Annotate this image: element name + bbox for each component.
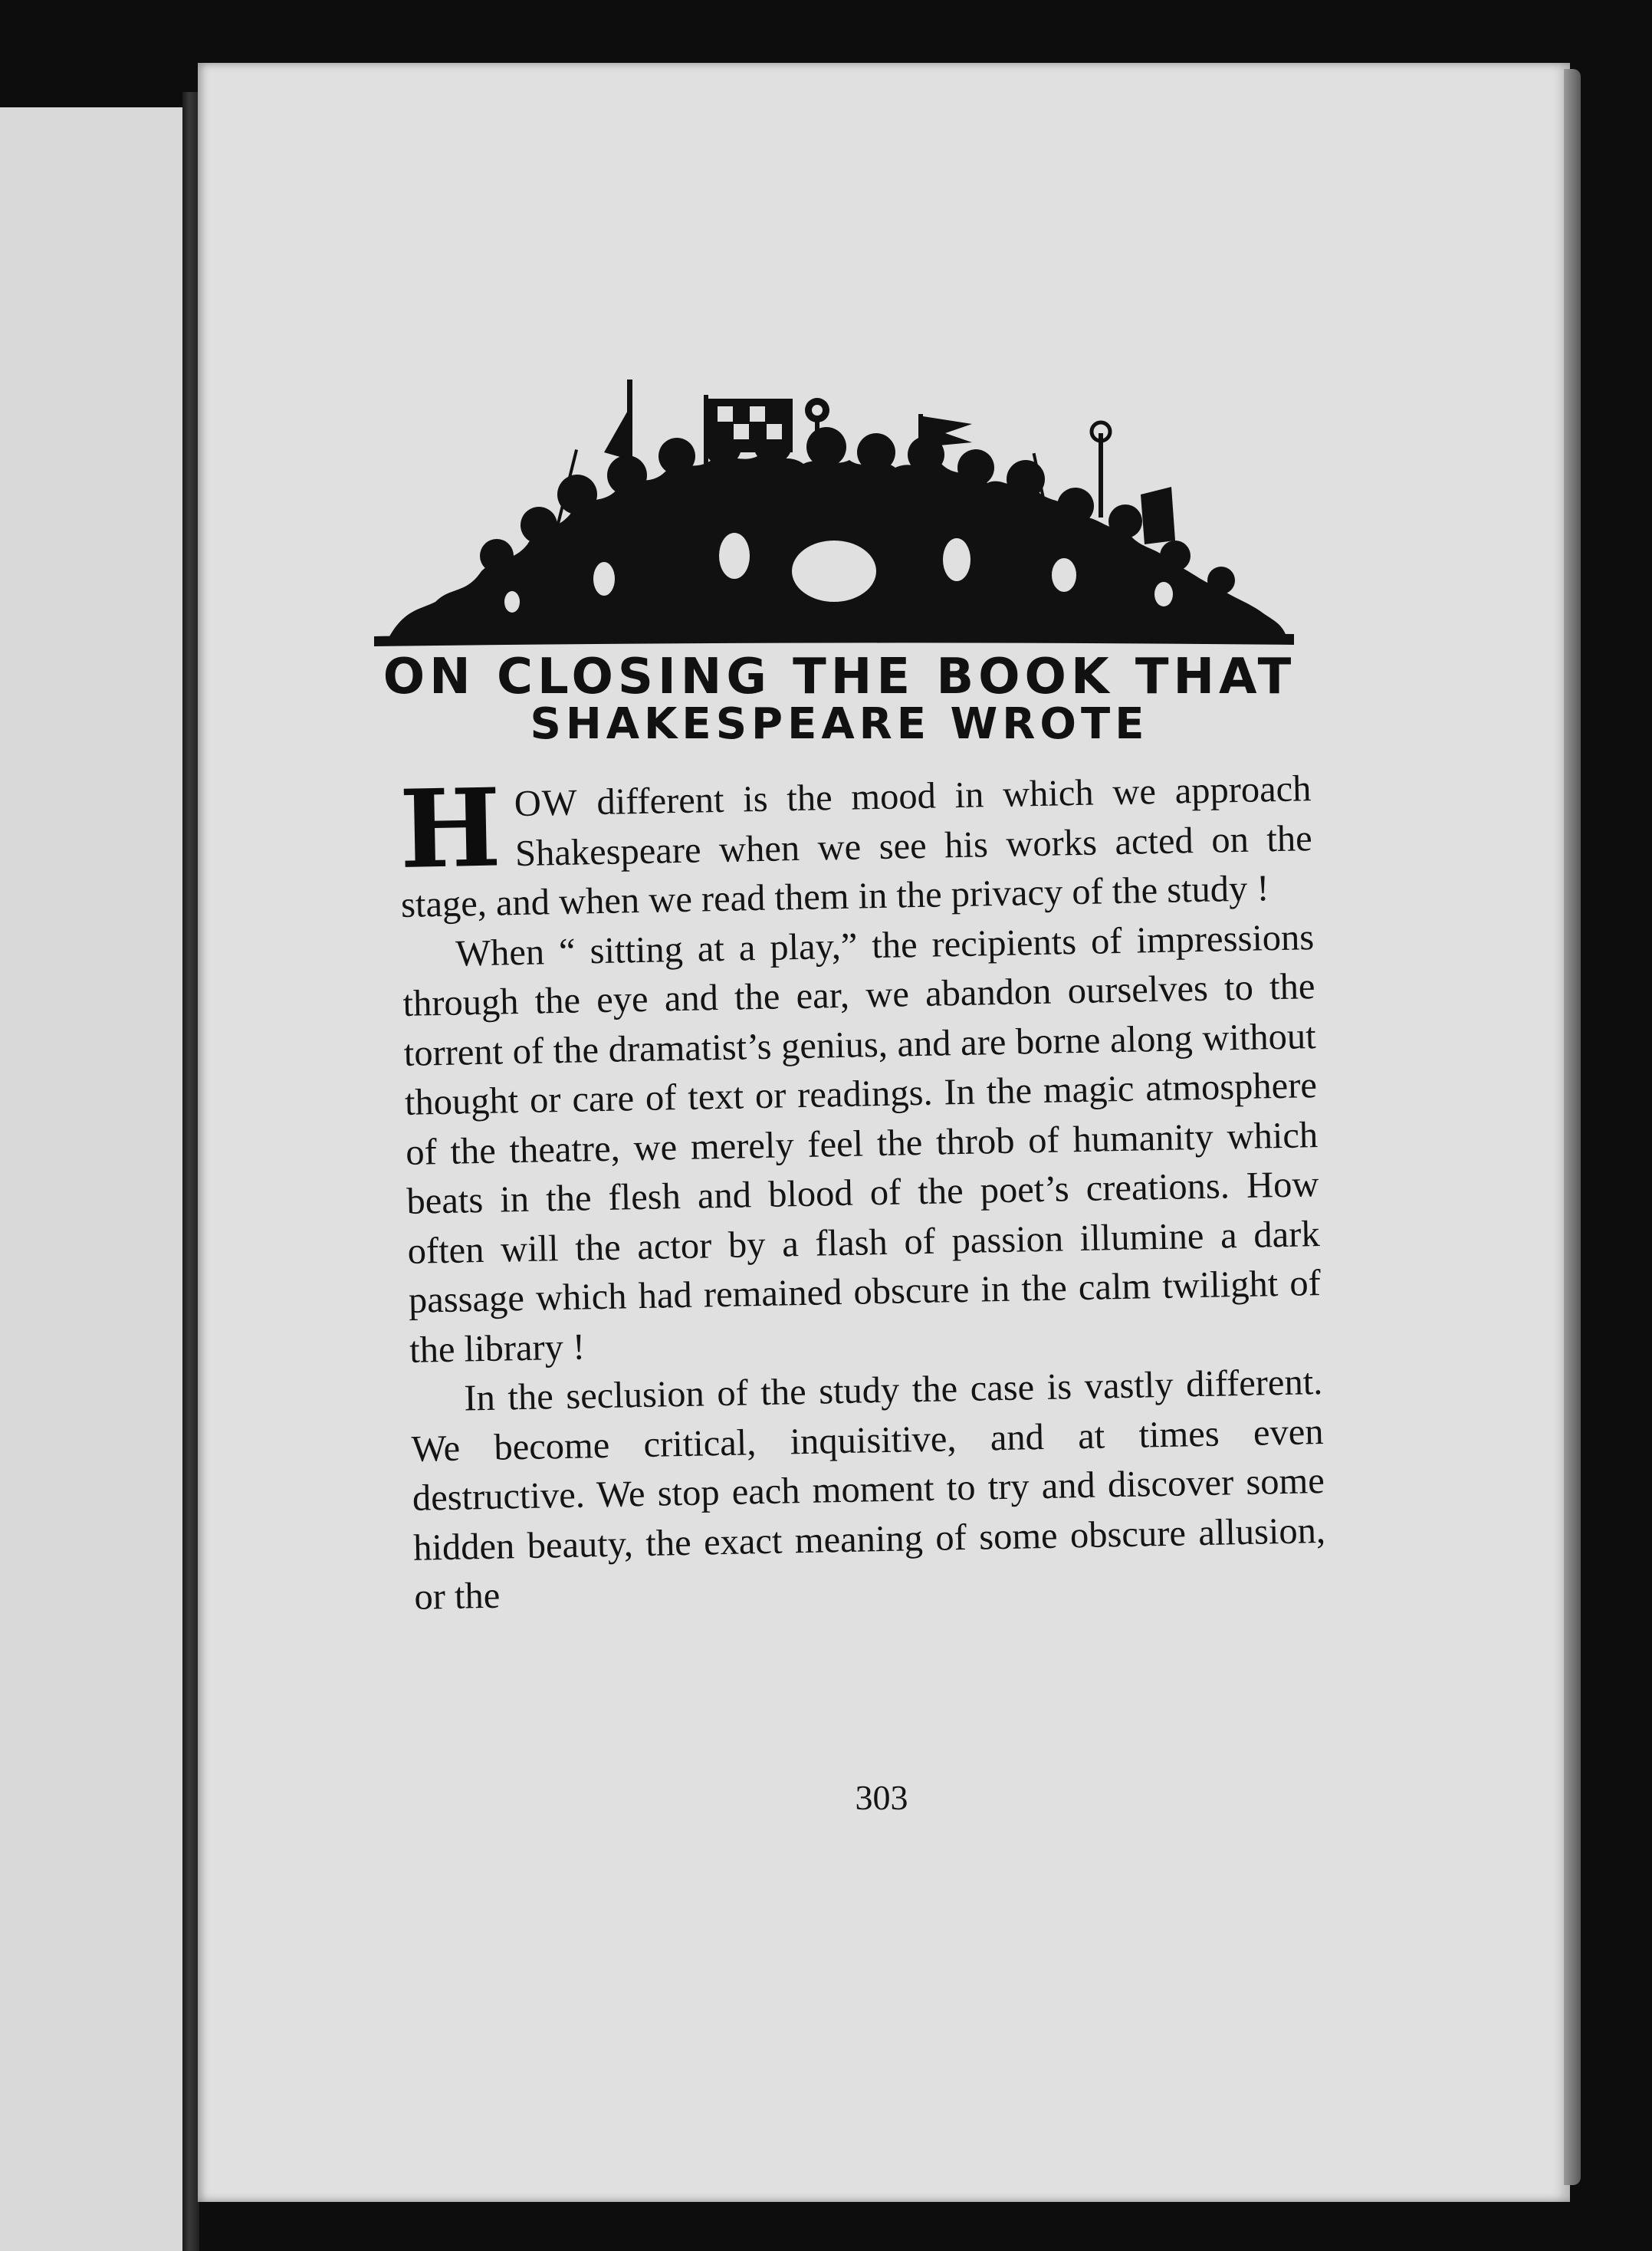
paragraph-1 (399, 764, 1313, 930)
drop-cap: H (398, 765, 503, 893)
book-gutter (182, 92, 199, 2251)
procession-headpiece-illustration (374, 380, 1294, 648)
paragraph-1-text: different is the mood in which we approach Shakespeare when we see his works acted on the stage, and when we read them in the privacy of the study ! (400, 768, 1313, 925)
page-number: 303 (855, 1778, 908, 1817)
paragraph-1-opening: OW (514, 782, 579, 825)
paragraph-3: In the seclusion of the study the case is vastly different. We become critical, inquisitive, and at times even destructive. We stop each moment to try and discover some hidden beauty, the exact meaning of some obscure allusion, or the (411, 1362, 1326, 1618)
body-text (399, 764, 1327, 1622)
chapter-title-line-2: SHAKESPEARE WROTE (530, 699, 1149, 749)
page-edge (1564, 69, 1581, 2185)
paragraph-2: When “ sitting at a play,” the recipients of impressions through the eye and the ear, we abandon ourselves to the torrent of the dramatist’s genius, and are borne along without thought or care of text or readings. In the magic atmosphere of the theatre, we merely feel the throb of humanity which beats in the flesh and blood of the poet’s creations. How often will the actor by a flash of passion illumine a dark passage which had remained obscure in the calm twilight of the library ! (402, 916, 1322, 1371)
facing-page (0, 107, 182, 2251)
chapter-title-line-1: ON CLOSING THE BOOK THAT (383, 649, 1296, 705)
